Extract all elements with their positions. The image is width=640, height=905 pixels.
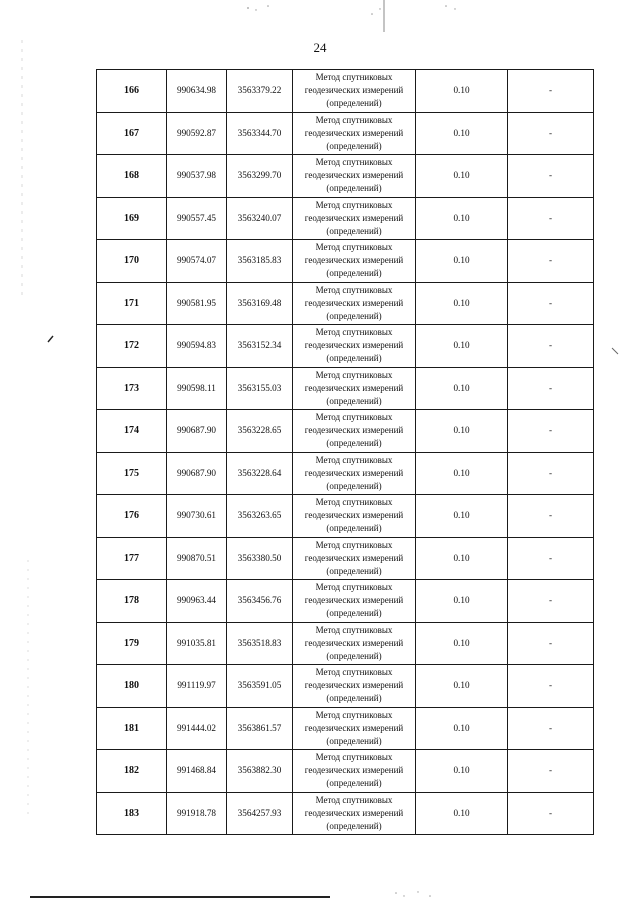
table-row <box>97 155 594 198</box>
coordinate-x-cell: 990634.98 <box>167 70 227 113</box>
method-line: геодезических измерений <box>304 297 404 308</box>
method-line: геодезических измерений <box>304 340 404 351</box>
accuracy-cell: 0.10 <box>416 112 508 155</box>
method-cell <box>293 707 416 750</box>
page-number: 24 <box>313 40 327 55</box>
method-line: Метод спутниковых <box>315 752 393 763</box>
accuracy-cell: 0.10 <box>416 665 508 708</box>
coordinate-y-cell: 3563228.65 <box>227 410 293 453</box>
method-line: геодезических измерений <box>304 382 404 393</box>
coordinate-x-cell: 991918.78 <box>167 792 227 835</box>
method-line: геодезических измерений <box>304 680 404 691</box>
coordinate-x-cell: 990598.11 <box>167 367 227 410</box>
point-number-cell: 177 <box>97 537 167 580</box>
method-line: Метод спутниковых <box>315 369 393 380</box>
method-line: геодезических измерений <box>304 127 404 138</box>
table-row <box>97 665 594 708</box>
method-line: (определений) <box>326 565 382 576</box>
table-row <box>97 707 594 750</box>
point-number-cell: 166 <box>97 70 167 113</box>
note-cell: - <box>508 240 594 283</box>
method-cell <box>293 665 416 708</box>
method-line: Метод спутниковых <box>315 199 393 210</box>
note-cell: - <box>508 367 594 410</box>
note-cell: - <box>508 112 594 155</box>
point-number-cell: 169 <box>97 197 167 240</box>
method-line: (определений) <box>326 183 382 194</box>
method-line: геодезических измерений <box>304 722 404 733</box>
method-line: геодезических измерений <box>304 807 404 818</box>
note-cell: - <box>508 197 594 240</box>
point-number-cell: 180 <box>97 665 167 708</box>
method-line: Метод спутниковых <box>315 454 393 465</box>
method-cell <box>293 580 416 623</box>
coordinate-x-cell: 990870.51 <box>167 537 227 580</box>
coordinate-x-cell: 990592.87 <box>167 112 227 155</box>
method-line: геодезических измерений <box>304 595 404 606</box>
method-line: геодезических измерений <box>304 85 404 96</box>
table-row <box>97 792 594 835</box>
scan-left-tick <box>48 336 53 342</box>
method-line: Метод спутниковых <box>315 412 393 423</box>
method-line: (определений) <box>326 480 382 491</box>
table-row <box>97 112 594 155</box>
method-cell <box>293 750 416 793</box>
method-line: (определений) <box>326 523 382 534</box>
method-line: Метод спутниковых <box>315 242 393 253</box>
table-row <box>97 325 594 368</box>
note-cell: - <box>508 580 594 623</box>
note-cell: - <box>508 70 594 113</box>
accuracy-cell: 0.10 <box>416 240 508 283</box>
coordinate-x-cell: 990594.83 <box>167 325 227 368</box>
method-line: Метод спутниковых <box>315 582 393 593</box>
coordinate-x-cell: 990557.45 <box>167 197 227 240</box>
method-line: (определений) <box>326 693 382 704</box>
coordinate-y-cell: 3563263.65 <box>227 495 293 538</box>
accuracy-cell: 0.10 <box>416 580 508 623</box>
table-row <box>97 282 594 325</box>
accuracy-cell: 0.10 <box>416 197 508 240</box>
coordinate-y-cell: 3563861.57 <box>227 707 293 750</box>
method-cell <box>293 155 416 198</box>
method-line: (определений) <box>326 650 382 661</box>
method-line: (определений) <box>326 820 382 831</box>
accuracy-cell: 0.10 <box>416 70 508 113</box>
method-line: Метод спутниковых <box>315 157 393 168</box>
method-line: Метод спутниковых <box>315 624 393 635</box>
coordinate-x-cell: 991468.84 <box>167 750 227 793</box>
method-cell <box>293 792 416 835</box>
method-line: геодезических измерений <box>304 212 404 223</box>
scan-right-tick <box>612 348 618 354</box>
bottom-rule <box>30 896 330 898</box>
point-number-cell: 172 <box>97 325 167 368</box>
accuracy-cell: 0.10 <box>416 367 508 410</box>
coordinate-y-cell: 3563882.30 <box>227 750 293 793</box>
method-line: (определений) <box>326 735 382 746</box>
coordinate-y-cell: 3563169.48 <box>227 282 293 325</box>
method-cell <box>293 240 416 283</box>
method-line: (определений) <box>326 98 382 109</box>
table-row <box>97 750 594 793</box>
method-line: геодезических измерений <box>304 765 404 776</box>
method-line: геодезических измерений <box>304 510 404 521</box>
method-line: (определений) <box>326 608 382 619</box>
accuracy-cell: 0.10 <box>416 410 508 453</box>
point-number-cell: 178 <box>97 580 167 623</box>
note-cell: - <box>508 282 594 325</box>
table-row <box>97 452 594 495</box>
note-cell: - <box>508 325 594 368</box>
method-line: Метод спутниковых <box>315 539 393 550</box>
method-line: Метод спутниковых <box>315 114 393 125</box>
coordinate-y-cell: 3563228.64 <box>227 452 293 495</box>
method-cell <box>293 70 416 113</box>
method-line: (определений) <box>326 225 382 236</box>
coordinate-x-cell: 990687.90 <box>167 410 227 453</box>
coordinates-table <box>96 69 594 835</box>
note-cell: - <box>508 750 594 793</box>
accuracy-cell: 0.10 <box>416 707 508 750</box>
coordinate-y-cell: 3563299.70 <box>227 155 293 198</box>
accuracy-cell: 0.10 <box>416 325 508 368</box>
method-cell <box>293 325 416 368</box>
point-number-cell: 183 <box>97 792 167 835</box>
coordinate-y-cell: 3563456.76 <box>227 580 293 623</box>
method-line: (определений) <box>326 778 382 789</box>
method-line: Метод спутниковых <box>315 709 393 720</box>
point-number-cell: 170 <box>97 240 167 283</box>
method-cell <box>293 282 416 325</box>
point-number-cell: 182 <box>97 750 167 793</box>
note-cell: - <box>508 622 594 665</box>
coordinate-y-cell: 3563591.05 <box>227 665 293 708</box>
method-line: (определений) <box>326 310 382 321</box>
coordinates-table-body <box>97 70 594 835</box>
coordinate-y-cell: 3563344.70 <box>227 112 293 155</box>
table-row <box>97 367 594 410</box>
method-line: Метод спутниковых <box>315 794 393 805</box>
method-cell <box>293 452 416 495</box>
note-cell: - <box>508 155 594 198</box>
coordinate-y-cell: 3563380.50 <box>227 537 293 580</box>
method-cell <box>293 410 416 453</box>
accuracy-cell: 0.10 <box>416 495 508 538</box>
point-number-cell: 168 <box>97 155 167 198</box>
coordinate-y-cell: 3563155.03 <box>227 367 293 410</box>
coordinate-x-cell: 990963.44 <box>167 580 227 623</box>
method-line: Метод спутниковых <box>315 72 393 83</box>
table-row <box>97 240 594 283</box>
coordinate-x-cell: 991444.02 <box>167 707 227 750</box>
note-cell: - <box>508 537 594 580</box>
table-row <box>97 622 594 665</box>
point-number-cell: 171 <box>97 282 167 325</box>
accuracy-cell: 0.10 <box>416 792 508 835</box>
table-row <box>97 197 594 240</box>
method-line: Метод спутниковых <box>315 497 393 508</box>
point-number-cell: 174 <box>97 410 167 453</box>
accuracy-cell: 0.10 <box>416 155 508 198</box>
note-cell: - <box>508 792 594 835</box>
method-line: Метод спутниковых <box>315 667 393 678</box>
accuracy-cell: 0.10 <box>416 750 508 793</box>
method-line: геодезических измерений <box>304 637 404 648</box>
accuracy-cell: 0.10 <box>416 282 508 325</box>
method-line: геодезических измерений <box>304 467 404 478</box>
method-cell <box>293 112 416 155</box>
method-cell <box>293 622 416 665</box>
point-number-cell: 167 <box>97 112 167 155</box>
table-row <box>97 410 594 453</box>
table-row <box>97 495 594 538</box>
note-cell: - <box>508 452 594 495</box>
accuracy-cell: 0.10 <box>416 622 508 665</box>
point-number-cell: 175 <box>97 452 167 495</box>
coordinate-x-cell: 990537.98 <box>167 155 227 198</box>
point-number-cell: 176 <box>97 495 167 538</box>
scan-top-specks <box>247 5 456 15</box>
point-number-cell: 173 <box>97 367 167 410</box>
method-line: Метод спутниковых <box>315 327 393 338</box>
table-row <box>97 70 594 113</box>
accuracy-cell: 0.10 <box>416 452 508 495</box>
coordinate-y-cell: 3563152.34 <box>227 325 293 368</box>
coordinate-y-cell: 3563379.22 <box>227 70 293 113</box>
coordinate-x-cell: 991035.81 <box>167 622 227 665</box>
method-line: Метод спутниковых <box>315 284 393 295</box>
note-cell: - <box>508 410 594 453</box>
coordinate-y-cell: 3563518.83 <box>227 622 293 665</box>
method-line: (определений) <box>326 438 382 449</box>
method-line: геодезических измерений <box>304 425 404 436</box>
method-cell <box>293 367 416 410</box>
coordinate-x-cell: 990687.90 <box>167 452 227 495</box>
method-line: геодезических измерений <box>304 552 404 563</box>
note-cell: - <box>508 665 594 708</box>
point-number-cell: 179 <box>97 622 167 665</box>
point-number-cell: 181 <box>97 707 167 750</box>
method-cell <box>293 537 416 580</box>
method-line: геодезических измерений <box>304 255 404 266</box>
table-row <box>97 537 594 580</box>
note-cell: - <box>508 707 594 750</box>
coordinate-x-cell: 990574.07 <box>167 240 227 283</box>
coordinate-y-cell: 3563240.07 <box>227 197 293 240</box>
method-cell <box>293 495 416 538</box>
coordinate-y-cell: 3563185.83 <box>227 240 293 283</box>
accuracy-cell: 0.10 <box>416 537 508 580</box>
method-line: (определений) <box>326 353 382 364</box>
table-row <box>97 580 594 623</box>
coordinate-x-cell: 990581.95 <box>167 282 227 325</box>
method-cell <box>293 197 416 240</box>
scan-bottom-specks <box>395 891 431 897</box>
note-cell: - <box>508 495 594 538</box>
method-line: геодезических измерений <box>304 170 404 181</box>
coordinate-x-cell: 990730.61 <box>167 495 227 538</box>
method-line: (определений) <box>326 395 382 406</box>
coordinate-x-cell: 991119.97 <box>167 665 227 708</box>
coordinate-y-cell: 3564257.93 <box>227 792 293 835</box>
method-line: (определений) <box>326 268 382 279</box>
method-line: (определений) <box>326 140 382 151</box>
